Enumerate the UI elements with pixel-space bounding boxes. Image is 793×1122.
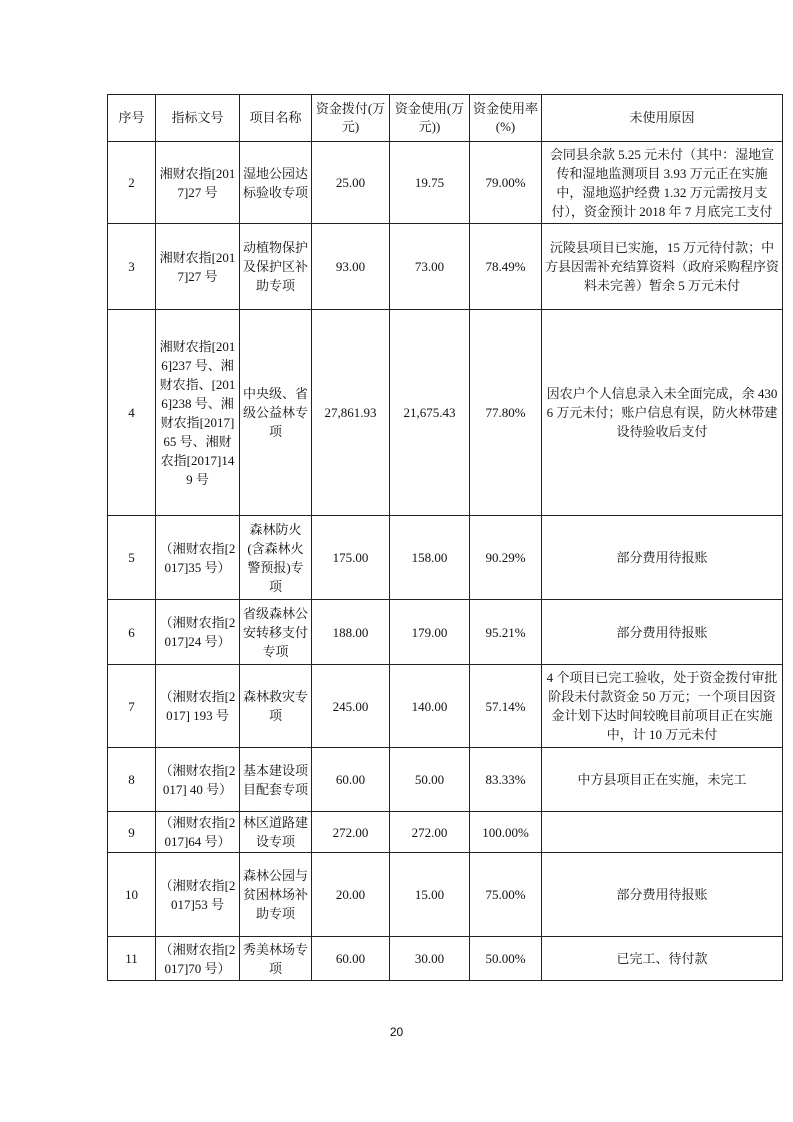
- used-amount: 21,675.43: [390, 310, 470, 516]
- document-number: （湘财农指[2017]64 号）: [156, 812, 240, 853]
- allocated-amount: 25.00: [312, 142, 390, 224]
- header-cell: 资金拨付(万元): [312, 95, 390, 142]
- allocated-amount: 188.00: [312, 600, 390, 665]
- usage-rate: 100.00%: [470, 812, 542, 853]
- table-row: [108, 142, 783, 224]
- document-number: （湘财农指[2017]35 号）: [156, 516, 240, 600]
- used-amount: 272.00: [390, 812, 470, 853]
- unused-reason: 部分费用待报账: [542, 853, 783, 937]
- used-amount: 50.00: [390, 748, 470, 812]
- project-name: 动植物保护及保护区补助专项: [240, 224, 312, 310]
- project-name: 秀美林场专项: [240, 937, 312, 981]
- document-number: 湘财农指[2017]27 号: [156, 142, 240, 224]
- usage-rate: 79.00%: [470, 142, 542, 224]
- unused-reason: 4 个项目已完工验收，处于资金拨付审批阶段未付款资金 50 万元；一个项目因资金计划下达时间较晚目前项目正在实施中，计 10 万元未付: [542, 665, 783, 748]
- project-name: 森林救灾专项: [240, 665, 312, 748]
- used-amount: 73.00: [390, 224, 470, 310]
- allocated-amount: 93.00: [312, 224, 390, 310]
- unused-reason: 已完工、待付款: [542, 937, 783, 981]
- usage-rate: 95.21%: [470, 600, 542, 665]
- table-row: [108, 748, 783, 812]
- document-number: 湘财农指[2017]27 号: [156, 224, 240, 310]
- document-number: （湘财农指[2017] 193 号: [156, 665, 240, 748]
- project-name: 省级森林公安转移支付专项: [240, 600, 312, 665]
- allocated-amount: 60.00: [312, 937, 390, 981]
- row-number: 8: [108, 748, 156, 812]
- table-row: [108, 310, 783, 516]
- usage-rate: 50.00%: [470, 937, 542, 981]
- usage-rate: 78.49%: [470, 224, 542, 310]
- table-row: [108, 516, 783, 600]
- used-amount: 140.00: [390, 665, 470, 748]
- unused-reason: 部分费用待报账: [542, 516, 783, 600]
- allocated-amount: 175.00: [312, 516, 390, 600]
- used-amount: 15.00: [390, 853, 470, 937]
- table-row: [108, 600, 783, 665]
- document-number: （湘财农指[2017]24 号）: [156, 600, 240, 665]
- project-name: 湿地公园达标验收专项: [240, 142, 312, 224]
- funds-usage-table: [107, 94, 783, 981]
- page-number: 20: [389, 1025, 404, 1039]
- row-number: 6: [108, 600, 156, 665]
- row-number: 2: [108, 142, 156, 224]
- used-amount: 30.00: [390, 937, 470, 981]
- header-cell: 项目名称: [240, 95, 312, 142]
- unused-reason: 中方县项目正在实施，未完工: [542, 748, 783, 812]
- allocated-amount: 27,861.93: [312, 310, 390, 516]
- usage-rate: 90.29%: [470, 516, 542, 600]
- used-amount: 179.00: [390, 600, 470, 665]
- row-number: 5: [108, 516, 156, 600]
- row-number: 9: [108, 812, 156, 853]
- used-amount: 19.75: [390, 142, 470, 224]
- project-name: 森林公园与贫困林场补助专项: [240, 853, 312, 937]
- unused-reason: [542, 812, 783, 853]
- table-row: [108, 937, 783, 981]
- allocated-amount: 60.00: [312, 748, 390, 812]
- row-number: 10: [108, 853, 156, 937]
- usage-rate: 57.14%: [470, 665, 542, 748]
- unused-reason: 会同县余款 5.25 元未付（其中：湿地宣传和湿地监测项目 3.93 万元正在实施中，湿地巡护经费 1.32 万元需按月支付），资金预计 2018 年 7 月底完工支付: [542, 142, 783, 224]
- row-number: 11: [108, 937, 156, 981]
- table-row: [108, 853, 783, 937]
- table-row: [108, 665, 783, 748]
- allocated-amount: 272.00: [312, 812, 390, 853]
- used-amount: 158.00: [390, 516, 470, 600]
- header-cell: 序号: [108, 95, 156, 142]
- usage-rate: 77.80%: [470, 310, 542, 516]
- unused-reason: 部分费用待报账: [542, 600, 783, 665]
- table-row: [108, 224, 783, 310]
- project-name: 林区道路建设专项: [240, 812, 312, 853]
- project-name: 中央级、省级公益林专项: [240, 310, 312, 516]
- table-header-row: [108, 95, 783, 142]
- document-number: （湘财农指[2017]70 号）: [156, 937, 240, 981]
- document-number: 湘财农指[2016]237 号、湘财农指、[2016]238 号、湘财农指[2017]65 号、湘财农指[2017]149 号: [156, 310, 240, 516]
- table-row: [108, 812, 783, 853]
- unused-reason: 因农户个人信息录入未全面完成，余 4306 万元未付；账户信息有误，防火林带建设待验收后支付: [542, 310, 783, 516]
- header-cell: 指标文号: [156, 95, 240, 142]
- project-name: 森林防火(含森林火警预报)专项: [240, 516, 312, 600]
- document-number: （湘财农指[2017]53 号: [156, 853, 240, 937]
- row-number: 4: [108, 310, 156, 516]
- allocated-amount: 245.00: [312, 665, 390, 748]
- document-number: （湘财农指[2017] 40 号）: [156, 748, 240, 812]
- row-number: 7: [108, 665, 156, 748]
- row-number: 3: [108, 224, 156, 310]
- header-cell: 资金使用率(%): [470, 95, 542, 142]
- usage-rate: 75.00%: [470, 853, 542, 937]
- usage-rate: 83.33%: [470, 748, 542, 812]
- header-cell: 资金使用(万元)): [390, 95, 470, 142]
- unused-reason: 沅陵县项目已实施，15 万元待付款；中方县因需补充结算资料（政府采购程序资料未完善）暂余 5 万元未付: [542, 224, 783, 310]
- allocated-amount: 20.00: [312, 853, 390, 937]
- header-cell: 未使用原因: [542, 95, 783, 142]
- project-name: 基本建设项目配套专项: [240, 748, 312, 812]
